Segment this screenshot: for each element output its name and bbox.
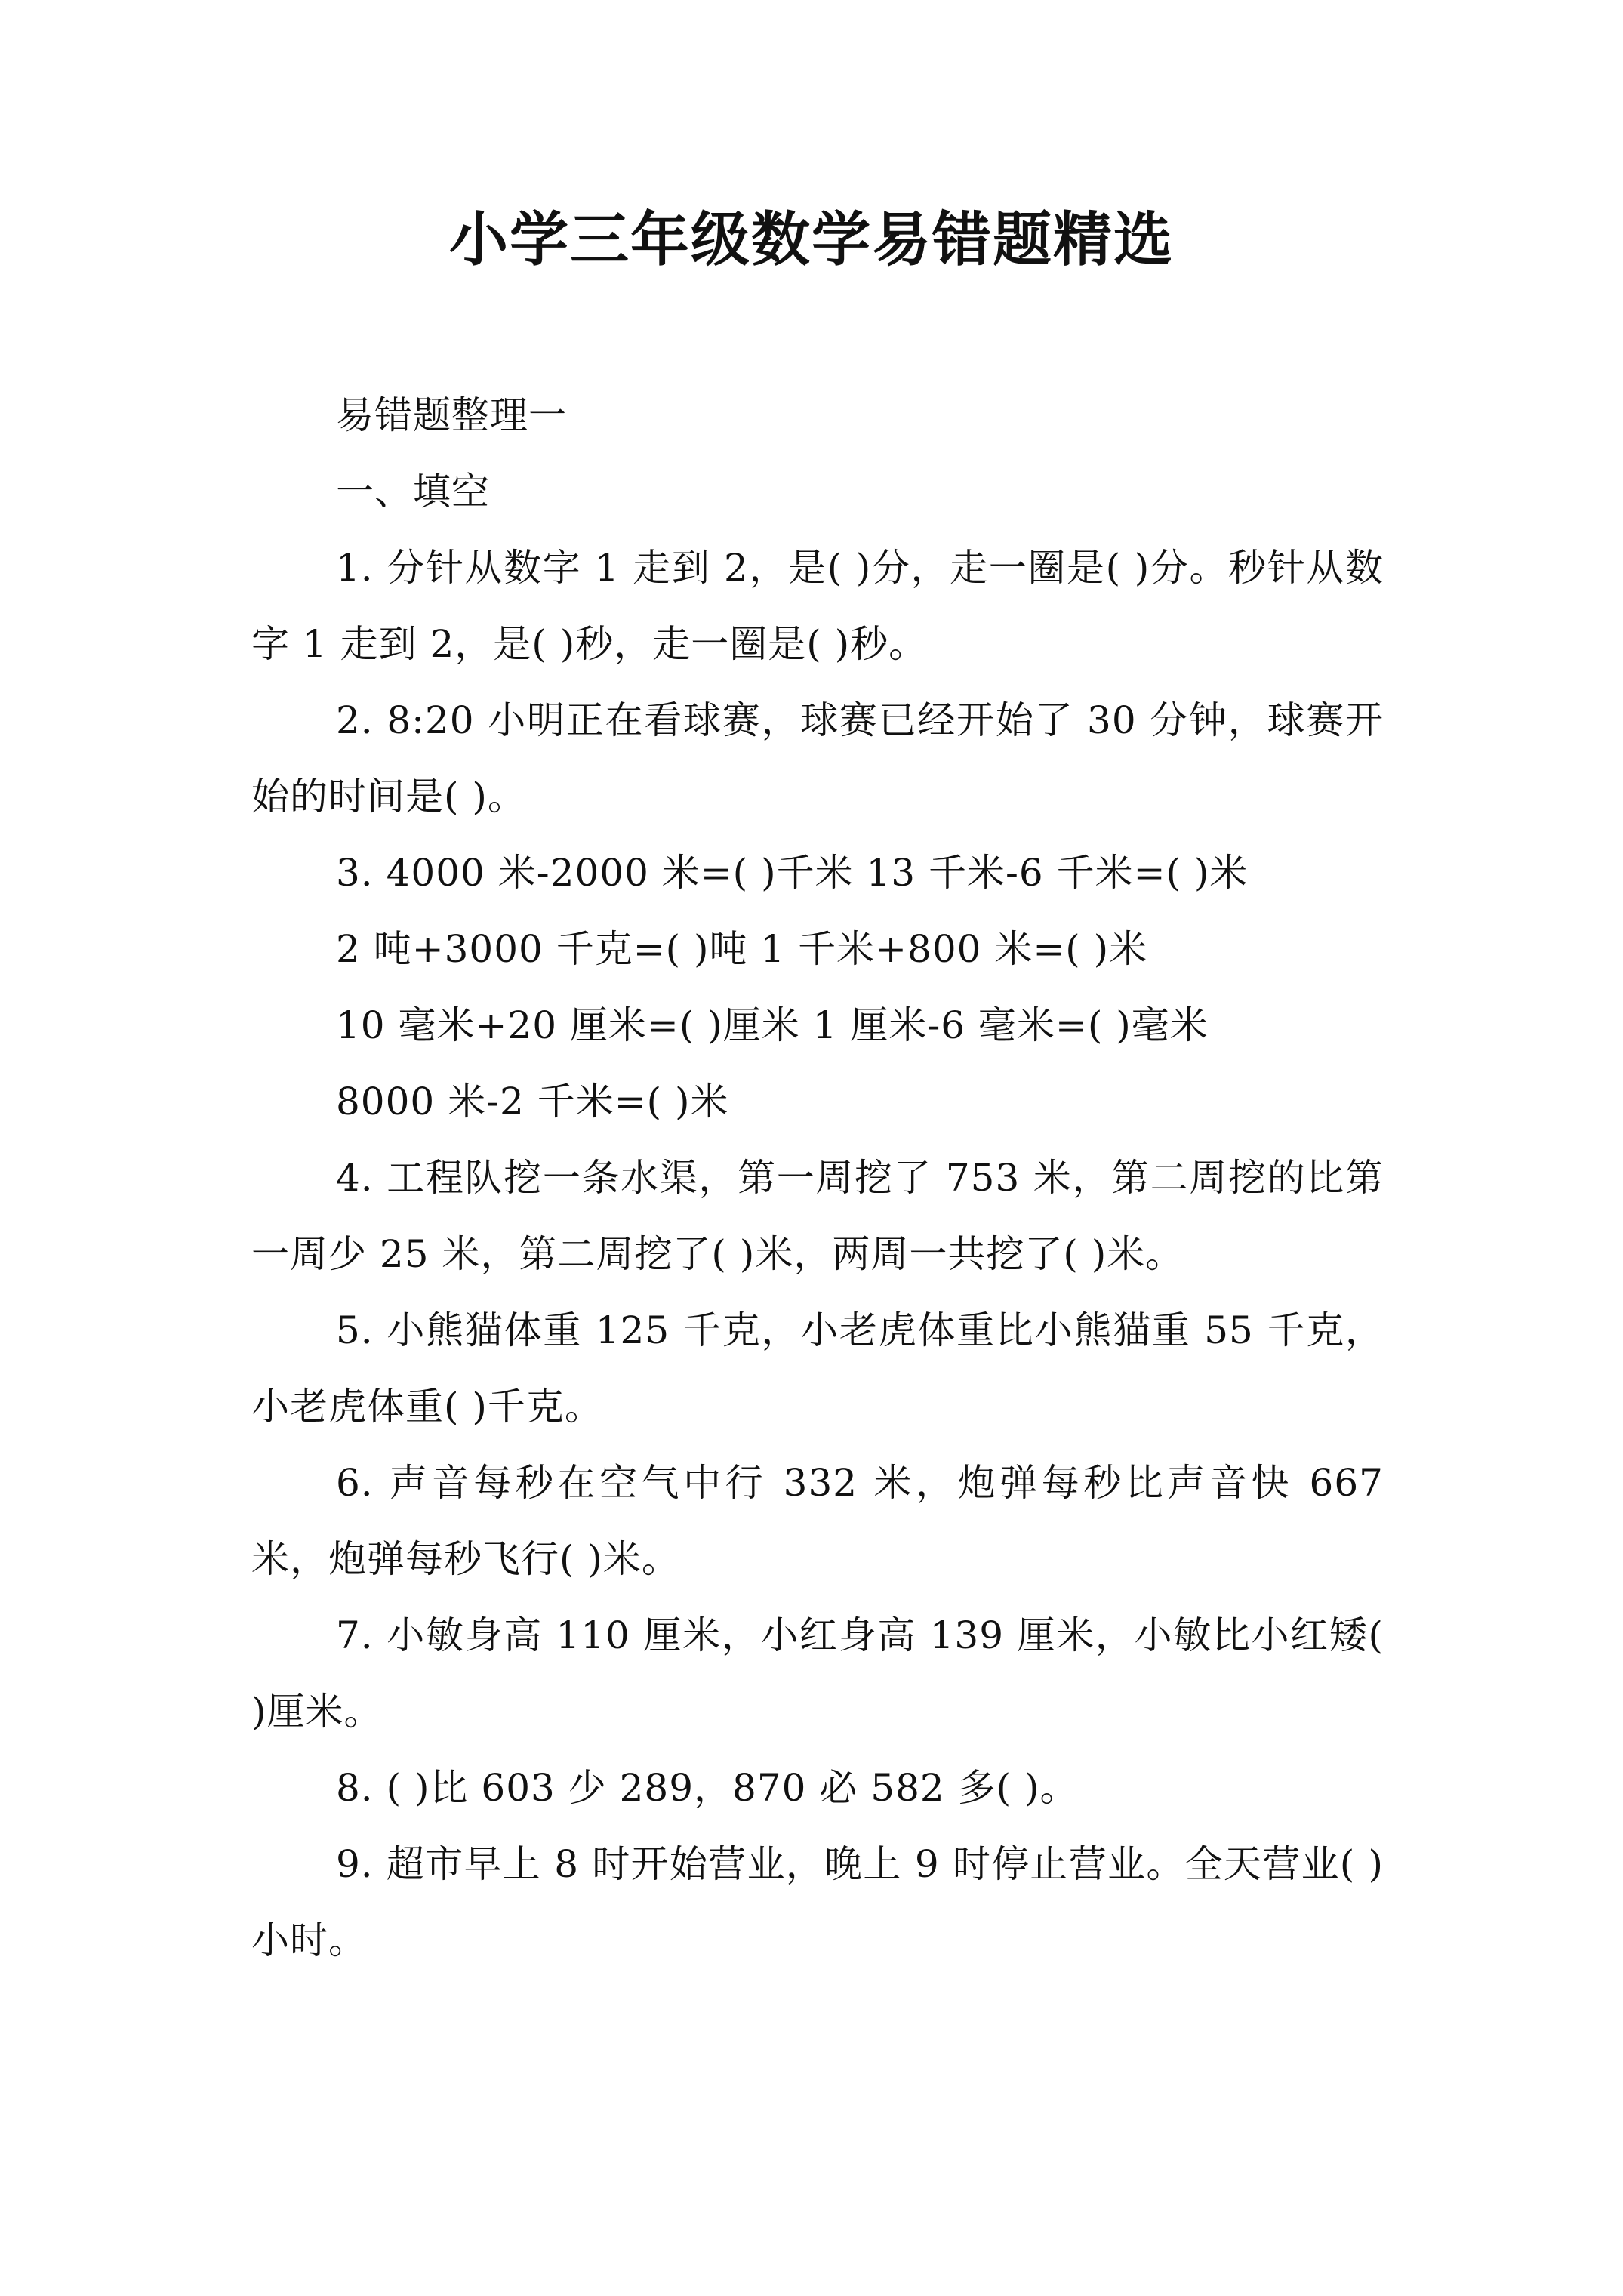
section-heading: 易错题整理一	[336, 393, 567, 437]
subsection-heading: 一、填空	[336, 470, 490, 513]
question-6: 6. 声音每秒在空气中行 332 米，炮弹每秒比声音快 667 米，炮弹每秒飞行( )米。	[251, 1461, 1384, 1581]
question-9: 9. 超市早上 8 时开始营业，晚上 9 时停止营业。全天营业( )小时。	[251, 1842, 1384, 1962]
question-1: 1. 分针从数字 1 走到 2，是( )分，走一圈是( )分。秒针从数字 1 走到 2，是( )秒，走一圈是( )秒。	[251, 546, 1384, 666]
document-title: 小学三年级数学易错题精选	[448, 205, 1174, 274]
question-3-line-4: 8000 米-2 千米=( )米	[336, 1080, 729, 1123]
question-5: 5. 小熊猫体重 125 千克，小老虎体重比小熊猫重 55 千克，小老虎体重( )千克。	[251, 1308, 1384, 1428]
question-2: 2. 8:20 小明正在看球赛，球赛已经开始了 30 分钟，球赛开始的时间是( )。	[251, 698, 1384, 818]
question-4: 4. 工程队挖一条水渠，第一周挖了 753 米，第二周挖的比第一周少 25 米，第二周挖了( )米，两周一共挖了( )米。	[251, 1156, 1384, 1276]
question-3-line-3: 10 毫米+20 厘米=( )厘米 1 厘米-6 毫米=( )毫米	[336, 1003, 1209, 1047]
question-7: 7. 小敏身高 110 厘米，小红身高 139 厘米，小敏比小红矮( )厘米。	[251, 1613, 1384, 1734]
question-3-line-1: 3. 4000 米-2000 米=( )千米 13 千米-6 千米=( )米	[336, 851, 1249, 895]
question-8: 8. ( )比 603 少 289，870 必 582 多( )。	[336, 1766, 1079, 1810]
document-body	[251, 378, 1384, 1979]
question-3-line-2: 2 吨+3000 千克=( )吨 1 千米+800 米=( )米	[336, 927, 1148, 971]
